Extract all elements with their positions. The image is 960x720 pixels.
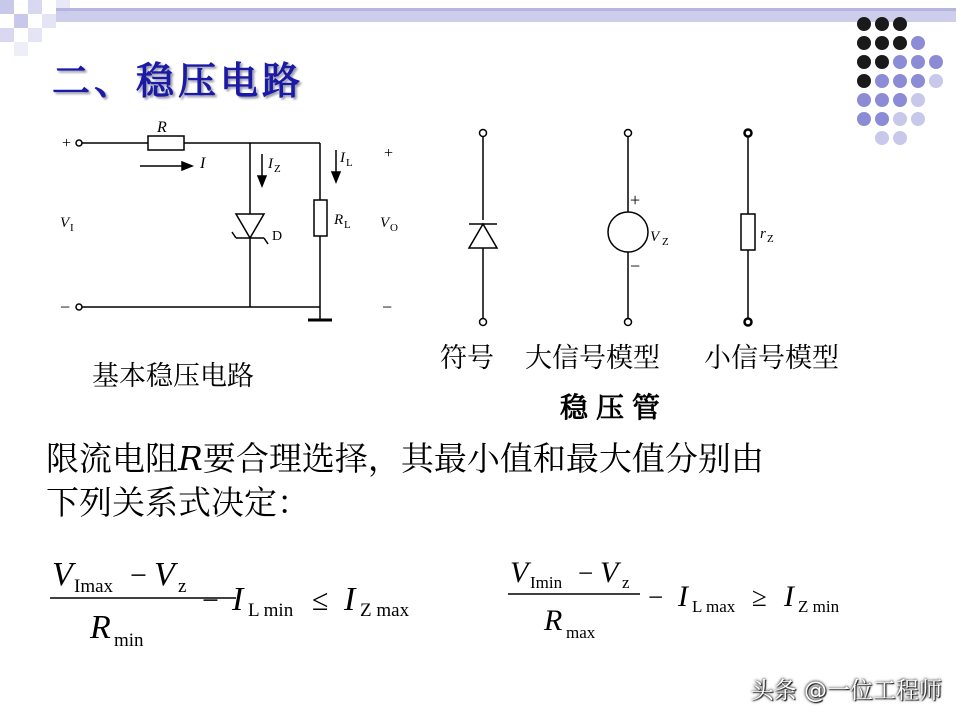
paragraph-line-1-text-b: 要合理选择，其最小值和最大值分别由 bbox=[202, 439, 764, 478]
formula-left-num-sub2: z bbox=[178, 576, 187, 597]
vz-sub: Z bbox=[662, 236, 669, 248]
formula-right-rel: ≥ bbox=[752, 582, 767, 612]
formula-left-den-r: R bbox=[90, 609, 111, 646]
load-rl-sub: L bbox=[344, 219, 351, 231]
small-signal-caption: 小信号模型 bbox=[704, 343, 839, 374]
diode-d-label: D bbox=[272, 229, 283, 244]
formula-right-den-sub: max bbox=[566, 623, 596, 642]
formula-right-i2-sub: Z min bbox=[798, 597, 840, 616]
formula-right-i1: I bbox=[678, 580, 688, 613]
decoration-dot bbox=[875, 112, 889, 126]
decoration-dot bbox=[857, 55, 871, 69]
decoration-dot bbox=[911, 36, 925, 50]
paragraph-line-2: 下列关系式决定： bbox=[46, 483, 310, 522]
decoration-dot bbox=[857, 17, 871, 31]
decoration-dot bbox=[875, 36, 889, 50]
regulator-circuit-diagram bbox=[40, 110, 420, 340]
formula-left-num-v: V bbox=[52, 556, 73, 593]
current-il-label: I bbox=[340, 150, 345, 166]
formula-left-num-v2: V bbox=[154, 556, 175, 593]
vz-minus-sign: − bbox=[630, 256, 641, 276]
formula-left-num-sub1: Imax bbox=[74, 576, 114, 597]
decoration-dot bbox=[875, 55, 889, 69]
paragraph-line-1-text-a: 限流电阻 bbox=[46, 439, 178, 478]
formula-right-num-v2: V bbox=[600, 556, 619, 589]
formula-rmax bbox=[500, 540, 900, 660]
decoration-dot bbox=[893, 74, 907, 88]
decoration-dot bbox=[875, 74, 889, 88]
output-vo-label: V bbox=[380, 215, 390, 231]
formula-left-rel: ≤ bbox=[312, 584, 329, 617]
decoration-dot bbox=[857, 74, 871, 88]
resistor-r-label: R bbox=[157, 119, 167, 136]
formula-right-i2: I bbox=[784, 580, 794, 613]
current-i-label: I bbox=[200, 155, 206, 172]
decoration-dot bbox=[875, 93, 889, 107]
decoration-dot bbox=[911, 74, 925, 88]
decoration-dot bbox=[893, 17, 907, 31]
paragraph-line-1 bbox=[46, 438, 764, 480]
vz-plus-sign: + bbox=[630, 190, 641, 210]
large-signal-caption: 大信号模型 bbox=[525, 343, 660, 374]
paragraph-r-symbol: R bbox=[178, 439, 203, 478]
vo-minus-sign: − bbox=[382, 297, 393, 317]
decoration-dot bbox=[893, 112, 907, 126]
vz-label: V bbox=[650, 229, 660, 245]
formula-left-i1-sub: L min bbox=[248, 600, 294, 621]
decoration-dot bbox=[911, 93, 925, 107]
decoration-dot bbox=[875, 131, 889, 145]
rz-label: r bbox=[760, 226, 766, 242]
decoration-dot bbox=[911, 55, 925, 69]
current-iz-label: I bbox=[268, 156, 273, 172]
rz-sub: Z bbox=[767, 233, 774, 245]
symbol-caption: 符号 bbox=[440, 343, 494, 374]
current-iz-sub: Z bbox=[274, 163, 281, 175]
decoration-dot bbox=[893, 131, 907, 145]
formula-left-i1: I bbox=[232, 581, 244, 618]
decoration-dot bbox=[929, 74, 943, 88]
vi-minus-sign: − bbox=[60, 297, 71, 317]
formula-right-num-v: V bbox=[510, 556, 529, 589]
dot-grid-decoration bbox=[850, 14, 950, 164]
formula-right-den-r: R bbox=[544, 604, 563, 637]
formula-left-i2: I bbox=[344, 581, 356, 618]
decoration-dot bbox=[911, 112, 925, 126]
formula-right-num-sub1: Imin bbox=[530, 573, 563, 592]
decoration-dot bbox=[857, 36, 871, 50]
formula-rmin bbox=[40, 540, 440, 660]
input-vi-sub: I bbox=[70, 222, 74, 234]
circuit-caption: 基本稳压电路 bbox=[92, 361, 254, 392]
decoration-dot bbox=[929, 55, 943, 69]
vo-plus-sign: + bbox=[384, 145, 394, 162]
formula-right-num-minus: − bbox=[578, 558, 594, 588]
formula-right-i1-sub: L max bbox=[692, 597, 736, 616]
decoration-dot bbox=[857, 93, 871, 107]
current-il-sub: L bbox=[346, 157, 353, 169]
input-vi-label: V bbox=[60, 215, 70, 231]
decoration-dot bbox=[857, 112, 871, 126]
formula-left-i2-sub: Z max bbox=[360, 600, 410, 621]
formula-right-num-sub2: z bbox=[622, 573, 630, 592]
watermark-text: 头条 @一位工程师 bbox=[750, 678, 942, 704]
decoration-dot bbox=[893, 36, 907, 50]
output-vo-sub: O bbox=[390, 222, 398, 234]
decoration-dot bbox=[875, 17, 889, 31]
zener-group-caption: 稳压管 bbox=[560, 391, 669, 424]
decoration-dot bbox=[893, 55, 907, 69]
formula-left-num-minus: − bbox=[130, 559, 147, 592]
formula-left-den-sub: min bbox=[114, 630, 144, 651]
formula-left-minus: − bbox=[202, 584, 219, 617]
vi-plus-sign: + bbox=[62, 135, 72, 152]
page-title: 二、稳压电路 bbox=[52, 58, 305, 103]
decoration-dot bbox=[893, 93, 907, 107]
load-rl-label: R bbox=[334, 212, 344, 228]
zener-models-diagram bbox=[450, 120, 780, 335]
formula-right-minus: − bbox=[648, 582, 664, 612]
